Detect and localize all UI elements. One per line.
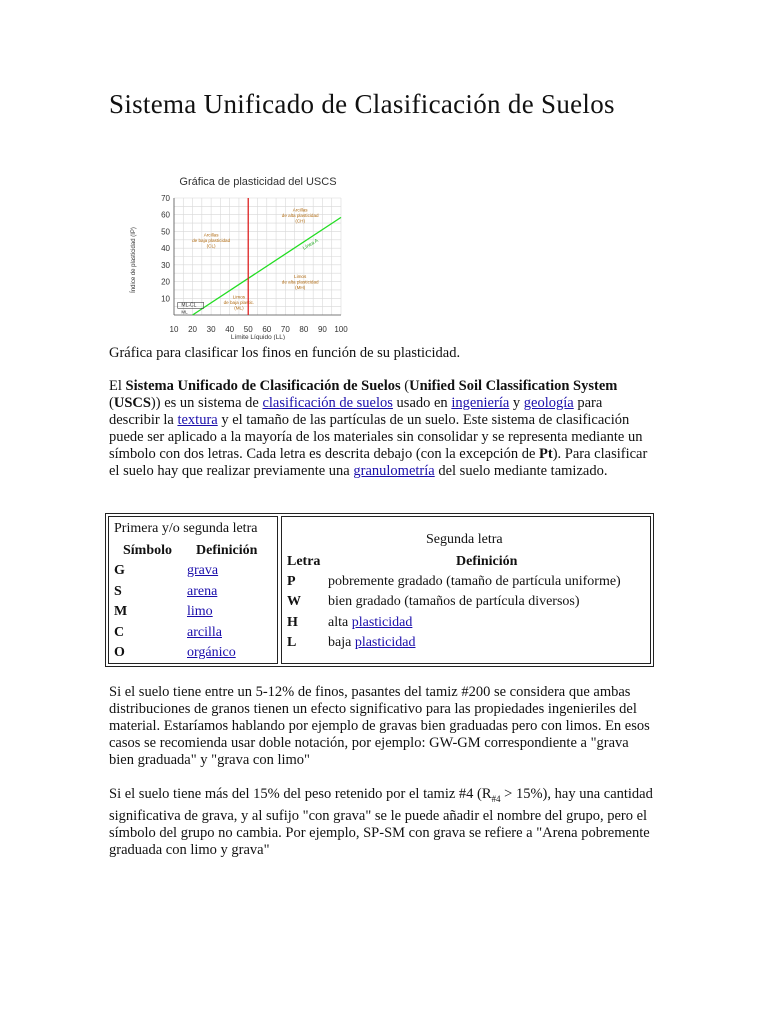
y-tick-label: 40 bbox=[161, 244, 170, 254]
symbol-m: M bbox=[114, 604, 128, 619]
definition-w: bien gradado (tamaños de partícula diversos) bbox=[328, 594, 580, 609]
y-tick-label: 20 bbox=[161, 277, 170, 287]
linea-a-label: Línea A bbox=[301, 237, 320, 252]
symbol-o: O bbox=[114, 645, 125, 660]
region-label bbox=[224, 294, 255, 310]
second-letter-cell bbox=[281, 516, 651, 664]
ml-label: ML bbox=[181, 309, 188, 315]
letter-column-header: Letra bbox=[287, 554, 321, 569]
y-tick-label: 70 bbox=[161, 194, 170, 203]
region-label-line: (CH) bbox=[295, 218, 306, 224]
region-label-line: (MH) bbox=[295, 285, 306, 291]
symbol-column-header: Símbolo bbox=[123, 543, 173, 558]
link-grava[interactable]: grava bbox=[187, 563, 219, 578]
letter-p: P bbox=[287, 574, 296, 589]
region-label-line: Arcillas bbox=[203, 232, 219, 238]
intro-paragraph: El Sistema Unificado de Clasificación de Suelos (Unified Soil Classification System (USCS)) es un sistema de clasificación de suelos usado en ingeniería y geología para describir la textura y el tamaño de las partículas de un suelo. Este sistema de clasificación puede ser aplicado a la mayoría de los materiales sin consolidar y se representa mediante un símbolo con dos letras. Cada letra es descrita debajo (con la excepción de Pt). Para clasificar el suelo hay que realizar previamente una granulometría del suelo mediante tamizado. bbox=[109, 378, 648, 479]
y-tick-label: 30 bbox=[161, 260, 170, 270]
letter-w: W bbox=[287, 594, 301, 609]
definition-column-header: Definición bbox=[196, 543, 258, 558]
link-limo[interactable]: limo bbox=[187, 604, 213, 619]
y-tick-label: 10 bbox=[161, 294, 170, 304]
link-plasticidad-baja[interactable]: plasticidad bbox=[354, 635, 416, 650]
x-tick-label: 70 bbox=[280, 325, 290, 334]
x-tick-label: 30 bbox=[206, 325, 216, 334]
link-granulometria[interactable]: granulometría bbox=[353, 463, 435, 479]
link-plasticidad-alta[interactable]: plasticidad bbox=[351, 615, 413, 630]
x-tick-label: 100 bbox=[334, 325, 348, 334]
region-label-line: Limos bbox=[294, 274, 307, 280]
link-ingenieria[interactable]: ingeniería bbox=[451, 395, 510, 411]
region-label-line: de alta plasticidad bbox=[281, 279, 319, 285]
region-label bbox=[192, 232, 230, 248]
x-tick-label: 80 bbox=[299, 325, 309, 334]
region-label-line: de baja plastic. bbox=[223, 299, 255, 305]
symbol-s: S bbox=[114, 584, 122, 599]
second-definition-column-header: Definición bbox=[456, 554, 518, 569]
link-textura[interactable]: textura bbox=[177, 412, 218, 428]
region-label-line: (ML) bbox=[234, 305, 244, 311]
x-tick-label: 60 bbox=[262, 325, 272, 334]
y-tick-label: 60 bbox=[161, 210, 170, 220]
region-label-line: (CL) bbox=[206, 243, 216, 249]
letter-h: H bbox=[287, 615, 298, 630]
x-axis-label: Límite Líquido (LL) bbox=[230, 334, 286, 340]
y-tick-label: 50 bbox=[161, 227, 170, 237]
first-letter-cell bbox=[108, 516, 278, 664]
link-organico[interactable]: orgánico bbox=[187, 645, 236, 660]
x-tick-label: 10 bbox=[169, 325, 179, 334]
fines-paragraph: Si el suelo tiene entre un 5-12% de finos, pasantes del tamiz #200 se considera que ambas distribuciones de granos tienen un efecto significativo para las propiedades ingenieriles del material. Estaríamos hablando por ejemplo de gravas bien graduadas pero con limos. En esos casos se recomienda usar doble notación, por ejemplo: GW-GM correspondiente a "grava bien graduada" y "grava con limo" bbox=[109, 684, 650, 768]
link-arcilla[interactable]: arcilla bbox=[187, 625, 222, 640]
definition-p: pobremente gradado (tamaño de partícula uniforme) bbox=[328, 574, 621, 589]
first-letter-heading: Primera y/o segunda letra bbox=[114, 521, 258, 536]
uscs-letters-table bbox=[105, 513, 654, 667]
chart-caption: Gráfica para clasificar los finos en función de su plasticidad. bbox=[109, 345, 461, 361]
x-tick-label: 50 bbox=[243, 325, 253, 334]
x-tick-label: 40 bbox=[225, 325, 235, 334]
uscs-acronym: USCS bbox=[113, 395, 151, 411]
page-title: Sistema Unificado de Clasificación de Suelos bbox=[109, 89, 615, 119]
region-label-line: Limos bbox=[232, 294, 246, 300]
subscript-sieve: #4 bbox=[491, 793, 501, 804]
symbol-c: C bbox=[114, 625, 125, 640]
x-tick-label: 20 bbox=[188, 325, 198, 334]
second-letter-heading: Segunda letra bbox=[426, 532, 503, 547]
gravel-paragraph: Si el suelo tiene más del 15% del peso retenido por el tamiz #4 $(R_{\#4} > 15\%)$, hay una cantidad significativa de grava, y al sufijo "con grava" se le puede añadir el nombre del grupo, pero el símbolo del grupo no cambia. Por ejemplo, SP-SM con grava se refiere a "Arena pobremente graduada con limo y grava" bbox=[109, 786, 653, 858]
letter-l: L bbox=[287, 635, 297, 650]
ml-cl-label: ML-CL bbox=[181, 302, 197, 309]
plasticity-chart bbox=[126, 170, 352, 340]
region-label-line: de alta plasticidad bbox=[281, 212, 319, 218]
symbol-g: G bbox=[114, 563, 125, 578]
x-tick-label: 90 bbox=[317, 325, 327, 334]
definition-l: baja plasticidad bbox=[328, 635, 416, 650]
uscs-english-name: Unified Soil Classification System bbox=[409, 378, 618, 394]
region-label-line: Arcillas bbox=[292, 207, 308, 213]
chart-title: Gráfica de plasticidad del USCS bbox=[179, 176, 337, 188]
uscs-name: Sistema Unificado de Clasificación de Suelos bbox=[125, 378, 401, 394]
region-label-line: de baja plasticidad bbox=[192, 237, 231, 243]
definition-h: alta plasticidad bbox=[328, 615, 413, 630]
pt-symbol: Pt bbox=[539, 446, 553, 462]
link-geologia[interactable]: geología bbox=[523, 395, 574, 411]
link-arena[interactable]: arena bbox=[187, 584, 218, 599]
y-axis-label: Índice de plasticidad (IP) bbox=[131, 227, 137, 293]
link-clasificacion-de-suelos[interactable]: clasificación de suelos bbox=[262, 395, 393, 411]
